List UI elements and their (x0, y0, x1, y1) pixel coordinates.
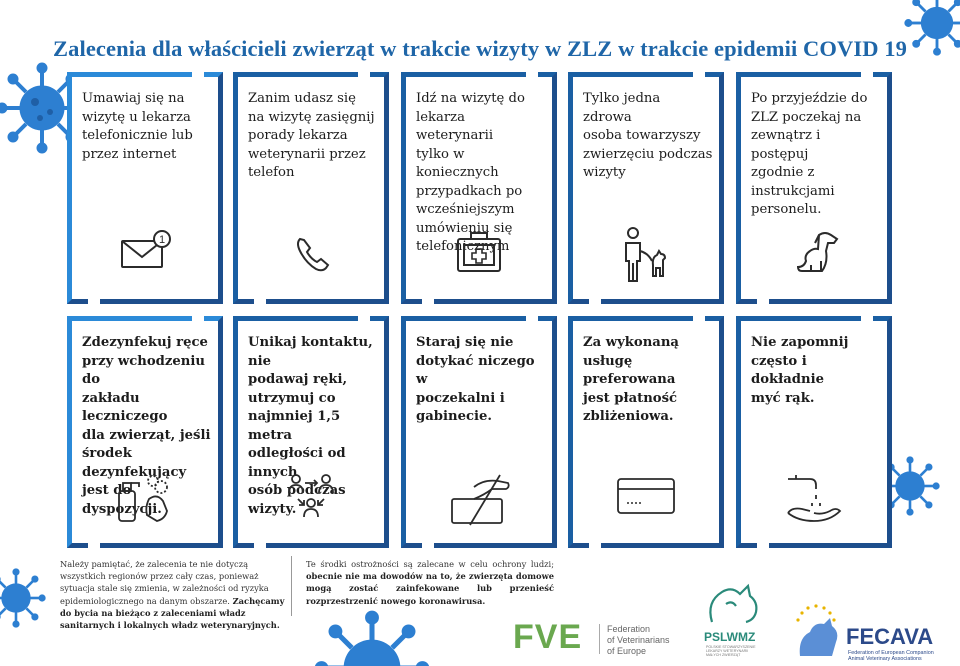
card-one-person (568, 72, 724, 304)
card-text: Za wykonaną usługę preferowana jest płatność zbliżeniowa. (583, 335, 679, 424)
social-distancing-icon (238, 469, 384, 529)
card-necessary-visit (401, 72, 557, 304)
pslwmz-emblem-icon (704, 582, 764, 628)
fecava-logo (786, 600, 956, 664)
fve-logo (513, 618, 703, 662)
fve-mark: FVE (513, 618, 583, 656)
virus-decoration-bottom-left (0, 568, 46, 628)
pslwmz-logo (700, 582, 768, 662)
card-avoid-contact (233, 316, 389, 548)
contactless-card-icon (573, 469, 719, 529)
card-wash-hands (736, 316, 892, 548)
footer-note-right: Te środki ostrożności są zalecane w celu ochrony ludzi; obecnie nie ma dowodów na to, że zwierzęta domowe mogą zostać zainfekowane lub przenieść rozprzestrzenić nowego koronawirusa. (306, 559, 554, 606)
card-text: Zdezynfekuj ręce przy wchodzeniu do zakładu leczniczego dla zwierząt, jeśli środek dezynfekujący jest do dyspozycji. (82, 335, 211, 517)
card-disinfect-hands (67, 316, 223, 548)
person-with-dog-icon (573, 225, 719, 285)
hand-washing-icon (741, 469, 887, 529)
card-text: Unikaj kontaktu, nie podawaj ręki, utrzymuj co najmniej 1,5 metra odległości od innych osób podczas wizyty. (248, 335, 373, 517)
card-text: Tylko jedna zdrowa osoba towarzyszy zwierzęciu podczas wizyty (583, 91, 713, 180)
card-phone-consult (233, 72, 389, 304)
svg-text:1: 1 (158, 234, 166, 246)
hand-sanitizer-spray-icon (72, 469, 218, 529)
fecava-emblem-icon (786, 600, 846, 660)
card-text: Idź na wizytę do lekarza weterynarii tylko w koniecznych przypadkach po wcześniejszym umówieniu się telefonicznym (416, 91, 525, 254)
card-wait-outside (736, 72, 892, 304)
fecava-name: Federation of European Companion Animal Veterinary Associations (848, 650, 934, 663)
card-text: Umawiaj się na wizytę u lekarza telefonicznie lub przez internet (82, 91, 193, 162)
card-do-not-touch (401, 316, 557, 548)
fecava-mark: FECAVA (846, 624, 934, 649)
fve-name: Federation of Veterinarians of Europe (607, 624, 670, 656)
card-text: Nie zapomnij często i dokładnie myć rąk. (751, 335, 849, 406)
no-touch-icon (406, 469, 552, 529)
card-text: Staraj się nie dotykać niczego w poczekalni i gabinecie. (416, 335, 535, 424)
card-appointment (67, 72, 223, 304)
phone-icon (238, 225, 384, 285)
card-contactless-payment (568, 316, 724, 548)
pslwmz-mark: PSLWMZ (704, 630, 756, 644)
virus-decoration-bottom-center (314, 610, 430, 666)
envelope-notification-icon (72, 225, 218, 285)
page-title: Zalecenia dla właścicieli zwierząt w trakcie wizyty w ZLZ w trakcie epidemii COVID 19 (53, 36, 907, 61)
footer-note-left: Należy pamiętać, że zalecenia te nie dotyczą wszystkich regionów przez cały czas, ponieważ sytuacja stale się zmienia, w zależności od ryzyka epidemiologicznego na danym obszarze. Zachęcamy do bycia na bieżąco z zaleceniami władz sanitarnych i lokalnych władz weterynaryjnych. (60, 559, 285, 631)
card-text: Zanim udasz się na wizytę zasięgnij porady lekarza weterynarii przez telefon (248, 91, 375, 180)
first-aid-kit-icon (406, 225, 552, 285)
pslwmz-name: POLSKIE STOWARZYSZENIE LEKARZY WETERYNARII MAŁYCH ZWIERZĄT (706, 645, 756, 658)
sitting-dog-icon (741, 225, 887, 285)
footer-divider (291, 556, 292, 616)
card-text: Po przyjeździe do ZLZ poczekaj na zewnątrz i postępuj zgodnie z instrukcjami personelu. (751, 91, 868, 217)
